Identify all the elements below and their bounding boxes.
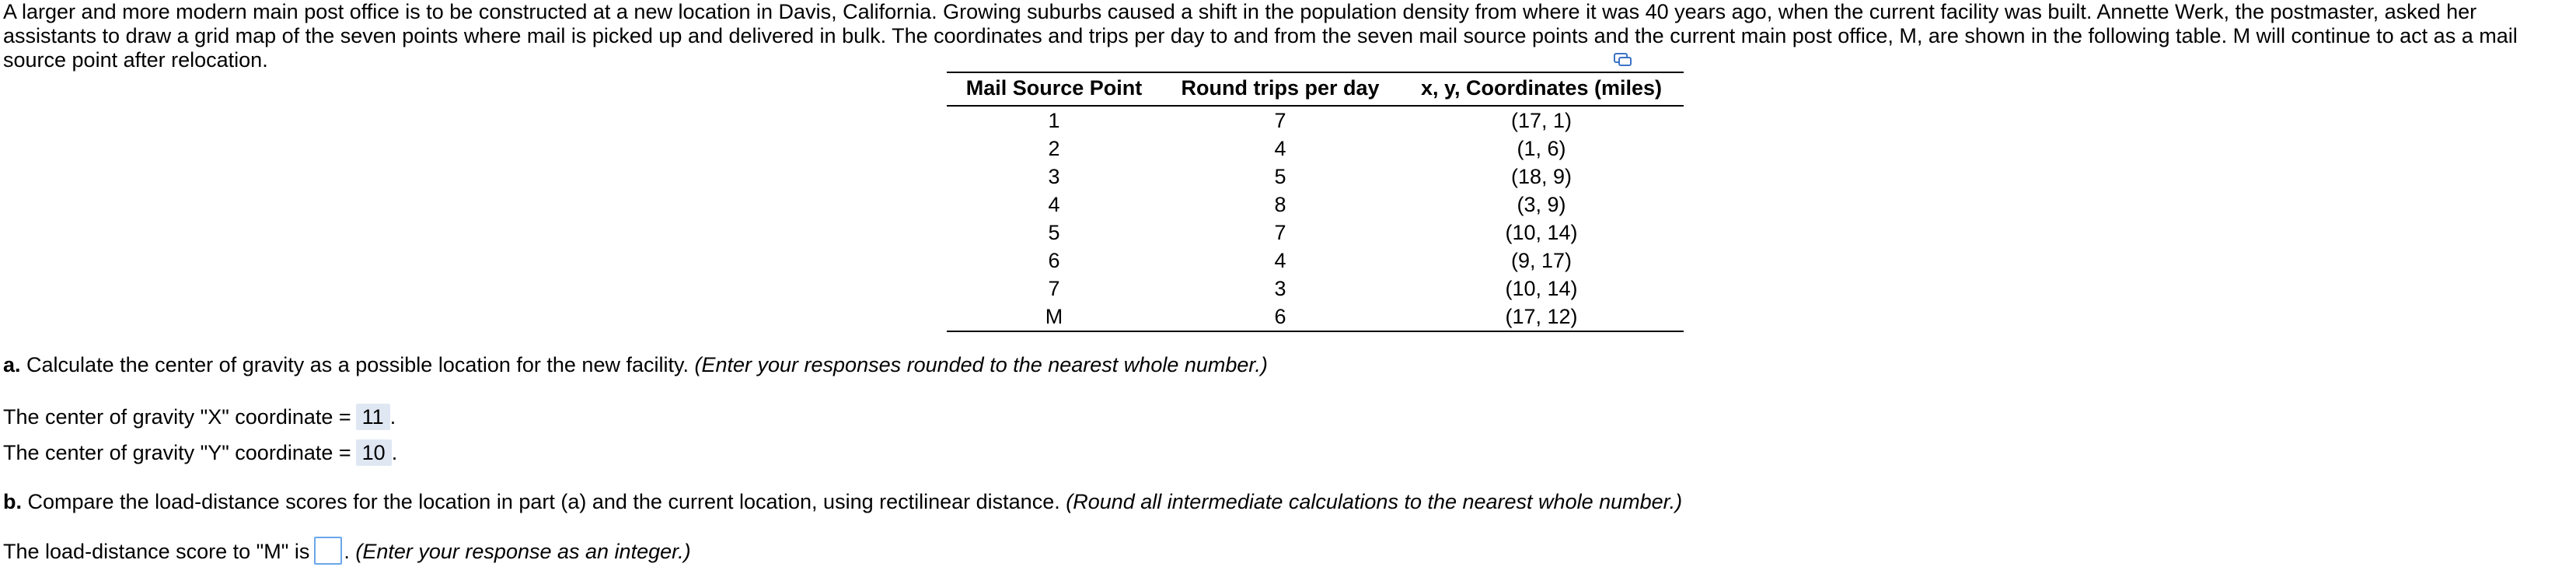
part-a-text: Calculate the center of gravity as a possible location for the new facility. [20, 353, 695, 376]
cell-point: 4 [1048, 193, 1060, 216]
table-row [947, 275, 1684, 303]
cell-coords: (1, 6) [1517, 137, 1566, 160]
load-distance-m-label: The load-distance score to "M" is [3, 540, 310, 563]
center-y-answer-row [3, 439, 397, 467]
cell-point: 7 [1048, 277, 1060, 300]
cell-coords: (3, 9) [1517, 193, 1566, 216]
cell-coords: (10, 14) [1505, 277, 1578, 300]
table-row [947, 191, 1684, 219]
cell-point: 3 [1048, 165, 1060, 188]
center-x-answer-row [3, 403, 396, 431]
cell-point: 2 [1048, 137, 1060, 160]
cell-trips: 4 [1274, 249, 1286, 272]
cell-coords: (17, 1) [1510, 109, 1572, 132]
cell-coords: (17, 12) [1399, 303, 1684, 331]
cell-trips: 8 [1274, 193, 1286, 216]
load-distance-m-row [3, 537, 691, 567]
load-distance-m-hint: (Enter your response as an integer.) [355, 540, 691, 563]
problem-intro: A larger and more modern main post office is to be constructed at a new location in Davis, California. Growing suburbs caused a shift in the population density from where it was 40 years ago, when the current facility was built. Annette Werk, the postmaster, asked her assistants to draw a grid map of the seven points where mail is picked up and delivered in bulk. The coordinates and trips per day to and from the seven mail source points and the current main post office, M, are shown in the following table. M will continue to act as a mail source point after relocation. [3, 0, 2518, 72]
cell-trips: 5 [1274, 165, 1286, 188]
mail-source-table [947, 72, 1684, 332]
table-row [947, 247, 1684, 275]
part-b-text: Compare the load-distance scores for the location in part (a) and the current location, using rectilinear distance. [22, 490, 1066, 513]
table-header-row [947, 72, 1684, 106]
cell-coords: (10, 14) [1505, 221, 1578, 244]
part-a-label: a. [3, 353, 21, 376]
cell-coords: (18, 9) [1510, 165, 1572, 188]
cell-point: M [947, 303, 1161, 331]
copy-table-icon[interactable] [1614, 51, 1632, 67]
cell-trips: 6 [1161, 303, 1399, 331]
cell-point: 5 [1048, 221, 1060, 244]
part-a-question [3, 352, 1268, 378]
table-row [947, 303, 1684, 331]
cell-point: 6 [1048, 249, 1060, 272]
table-row [947, 163, 1684, 191]
table-row [947, 106, 1684, 135]
part-b-label: b. [3, 490, 22, 513]
center-x-answer-field[interactable]: 11 [356, 404, 390, 430]
cell-trips: 7 [1274, 221, 1286, 244]
table-row [947, 219, 1684, 247]
load-distance-m-period: . [344, 540, 350, 563]
part-a-hint: (Enter your responses rounded to the nearest whole number.) [694, 353, 1268, 376]
header-coordinates: x, y, Coordinates (miles) [1399, 72, 1684, 106]
cell-point: 1 [1048, 109, 1060, 132]
part-b-question [3, 488, 1682, 515]
center-y-answer-field[interactable]: 10 [356, 439, 392, 466]
load-distance-m-input[interactable] [314, 537, 342, 565]
cell-trips: 4 [1274, 137, 1286, 160]
header-round-trips: Round trips per day [1161, 72, 1399, 106]
center-y-label: The center of gravity "Y" coordinate = [3, 441, 351, 464]
table-row [947, 135, 1684, 163]
header-mail-source-point: Mail Source Point [947, 72, 1161, 106]
center-y-period: . [391, 441, 398, 464]
cell-trips: 3 [1274, 277, 1286, 300]
cell-coords: (9, 17) [1510, 249, 1572, 272]
cell-trips: 7 [1274, 109, 1286, 132]
part-b-hint: (Round all intermediate calculations to the nearest whole number.) [1066, 490, 1683, 513]
center-x-label: The center of gravity "X" coordinate = [3, 405, 351, 429]
center-x-period: . [389, 405, 396, 429]
